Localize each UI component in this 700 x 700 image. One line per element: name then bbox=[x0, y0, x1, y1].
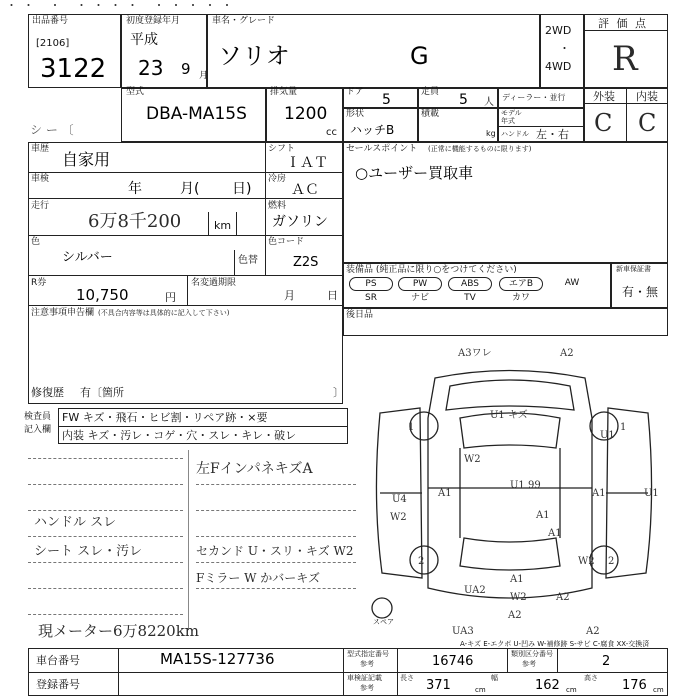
inspection-year: 年 bbox=[128, 181, 142, 197]
shape-label: 形状 bbox=[346, 109, 365, 119]
aircon-label: 冷房 bbox=[268, 174, 287, 184]
model-value: DBA-MA15S bbox=[146, 104, 247, 124]
spare-tire bbox=[372, 598, 392, 618]
sales-point-label: セールスポイント bbox=[346, 144, 418, 154]
smudge-text: シ ー 〔 bbox=[30, 123, 74, 137]
length-label: 長さ bbox=[400, 674, 414, 682]
repair-value: 有〔箇所 bbox=[80, 386, 124, 399]
capacity-label: 定員 bbox=[421, 87, 440, 97]
note-left2: シート スレ・汚レ bbox=[34, 544, 143, 559]
equipment-item: PW bbox=[398, 277, 442, 291]
color-changed-label: 色替 bbox=[238, 255, 258, 266]
rear-goods-label: 後日品 bbox=[346, 310, 374, 320]
repair-close: 〕 bbox=[333, 386, 344, 399]
notes-label: 注意事項申告欄 bbox=[31, 308, 95, 318]
doors-label: ドア bbox=[346, 87, 364, 97]
width-value: 162 bbox=[535, 678, 560, 693]
first-reg-year: 23 bbox=[138, 56, 164, 80]
exterior-grade: C bbox=[594, 109, 613, 137]
handle-value: 左・右 bbox=[536, 128, 569, 141]
shape-value: ハッチB bbox=[350, 123, 395, 137]
height-unit: cm bbox=[653, 686, 664, 694]
damage-mark: W2 bbox=[390, 512, 407, 523]
note-right2: セカンド U・スリ・キズ W2 bbox=[196, 544, 354, 558]
equipment-item: カワ bbox=[511, 293, 530, 303]
inspector-label2: 記入欄 bbox=[24, 425, 52, 435]
color-code-label: 色コード bbox=[268, 237, 305, 247]
length-unit: cm bbox=[475, 686, 486, 694]
name-change-label: 名変過期限 bbox=[191, 278, 237, 288]
damage-mark: A2 bbox=[586, 626, 600, 637]
sales-point-note: (正常に機能するものに限ります) bbox=[428, 145, 532, 153]
equipment-item: エアB bbox=[499, 277, 543, 291]
spare-label: スペア bbox=[373, 618, 394, 626]
category-label: 類別区分番号 bbox=[511, 650, 553, 658]
car-grade: G bbox=[410, 42, 429, 70]
first-reg-label: 初度登録年月 bbox=[126, 16, 181, 26]
mileage-label: 走行 bbox=[31, 201, 50, 211]
damage-mark: UA2 bbox=[464, 585, 486, 596]
equipment-item: ナビ bbox=[410, 293, 429, 303]
inspection-label: 車検 bbox=[31, 174, 50, 184]
lot-code: [2106] bbox=[36, 38, 70, 49]
drive-4wd: 4WD bbox=[545, 60, 572, 73]
displacement-unit: cc bbox=[326, 127, 337, 138]
damage-mark: 2 bbox=[608, 556, 615, 567]
model-year-label1: モデル bbox=[501, 109, 522, 117]
capacity-unit: 人 bbox=[484, 97, 494, 108]
shift-value: ＩＡＴ bbox=[286, 155, 328, 171]
damage-mark: U1 bbox=[644, 488, 659, 499]
displacement-label: 排気量 bbox=[270, 87, 298, 97]
damage-legend: A-キズ E-エクボ U-凹み W-補修跡 S-サビ C-腐食 XX-交換済 bbox=[460, 640, 650, 648]
rear-goods-box bbox=[343, 308, 668, 336]
damage-mark: A1 bbox=[438, 488, 452, 499]
load-unit: kg bbox=[486, 129, 496, 138]
height-value: 176 bbox=[622, 678, 647, 693]
damage-mark: U1 キズ bbox=[490, 410, 528, 421]
name-change-month: 月 bbox=[284, 289, 295, 302]
damage-mark: A3ワレ bbox=[458, 348, 492, 359]
damage-mark: U1 bbox=[600, 430, 615, 441]
damage-mark: U4 bbox=[392, 494, 407, 505]
score-value: R bbox=[612, 39, 638, 79]
damage-mark: A1 bbox=[592, 488, 606, 499]
recycle-label: R券 bbox=[31, 278, 47, 288]
note-right3: Fミラー W かバーキズ bbox=[196, 571, 321, 585]
note-left1: ハンドル スレ bbox=[34, 515, 117, 530]
damage-mark: A1 bbox=[548, 528, 562, 539]
first-reg-era: 平成 bbox=[130, 32, 158, 48]
first-reg-month: 9 bbox=[181, 60, 191, 78]
notes-sub: (不具合内容等は具体的に記入して下さい) bbox=[98, 309, 230, 317]
color-value: シルバー bbox=[62, 250, 113, 265]
type-designation-sub: 参考 bbox=[360, 660, 374, 668]
damage-mark: A2 bbox=[560, 348, 574, 359]
damage-mark: W2 bbox=[464, 454, 481, 465]
warranty-label: 新車保証書 bbox=[616, 265, 651, 273]
recycle-unit: 円 bbox=[165, 291, 176, 304]
sales-point-box bbox=[343, 142, 668, 263]
damage-mark: A2 bbox=[508, 610, 522, 621]
shift-label: シフト bbox=[268, 144, 296, 154]
type-designation-label: 型式指定番号 bbox=[347, 650, 389, 658]
lot-label: 出品番号 bbox=[32, 16, 69, 26]
load-label: 積載 bbox=[421, 109, 440, 119]
equipment-item: SR bbox=[365, 293, 377, 303]
category-sub: 参考 bbox=[522, 660, 536, 668]
car-name-label: 車名・グレード bbox=[212, 16, 276, 26]
drive-dot: ・ bbox=[559, 42, 570, 55]
damage-mark: W2 bbox=[510, 592, 527, 603]
car-name: ソリオ bbox=[218, 42, 290, 70]
damage-mark: 1 bbox=[620, 422, 627, 433]
color-label: 色 bbox=[31, 237, 41, 247]
damage-mark: 2 bbox=[418, 556, 425, 567]
inspection-month: 月( bbox=[180, 181, 200, 197]
aircon-value: ＡＣ bbox=[291, 182, 319, 198]
chassis-label: 車台番号 bbox=[36, 654, 80, 667]
chassis-value: MA15S-127736 bbox=[160, 650, 275, 668]
inspection-day: 日) bbox=[232, 181, 252, 197]
handle-label: ハンドル bbox=[501, 130, 529, 138]
drive-2wd: 2WD bbox=[545, 24, 572, 37]
category-value: 2 bbox=[602, 654, 611, 669]
damage-mark: U1 99 bbox=[510, 480, 541, 491]
displacement-value: 1200 bbox=[284, 104, 328, 124]
equipment-label: 装備品 (純正品に限り○をつけてください) bbox=[346, 265, 517, 275]
damage-mark: A1 bbox=[510, 574, 524, 585]
height-label: 高さ bbox=[584, 674, 598, 682]
name-change-day: 日 bbox=[327, 289, 338, 302]
interior-grade: C bbox=[638, 109, 657, 137]
note-right1: 左FインパネキズA bbox=[196, 461, 313, 477]
equipment-item: ABS bbox=[448, 277, 492, 291]
width-unit: cm bbox=[566, 686, 577, 694]
model-year-label2: 年式 bbox=[501, 117, 515, 125]
width-label: 幅 bbox=[491, 674, 498, 682]
damage-mark: 1 bbox=[408, 422, 415, 433]
exterior-label: 外装 bbox=[593, 90, 615, 103]
doors-value: 5 bbox=[382, 92, 391, 108]
damage-mark: A2 bbox=[556, 592, 570, 603]
registration-label: 登録番号 bbox=[36, 678, 80, 691]
type-designation-value: 16746 bbox=[432, 654, 474, 669]
recycle-value: 10,750 bbox=[76, 286, 129, 304]
color-code-value: Z2S bbox=[293, 255, 319, 270]
damage-mark: UA3 bbox=[452, 626, 474, 637]
dimensions-sub: 参考 bbox=[360, 684, 374, 692]
equipment-item: PS bbox=[349, 277, 393, 291]
mileage-value: 6万8千200 bbox=[88, 211, 182, 232]
front-bumper bbox=[446, 380, 574, 410]
dimensions-label: 車検証記載 bbox=[347, 674, 382, 682]
interior-label: 内装 bbox=[636, 90, 658, 103]
repair-label: 修復歴 bbox=[31, 386, 64, 399]
lot-number: 3122 bbox=[40, 54, 107, 84]
capacity-value: 5 bbox=[459, 92, 468, 108]
model-label: 型式 bbox=[126, 87, 145, 97]
checklist-row2: 内装 キズ・汚レ・コゲ・穴・スレ・キレ・破レ bbox=[62, 429, 297, 442]
rear-window bbox=[460, 538, 560, 570]
equipment-item: AW bbox=[564, 278, 580, 288]
history-value: 自家用 bbox=[62, 150, 111, 169]
checklist-row1: FW キズ・飛石・ヒビ割・リペア跡・×要 bbox=[62, 411, 268, 424]
score-label: 評 価 点 bbox=[598, 17, 648, 30]
mileage-unit: km bbox=[214, 219, 232, 232]
note-odometer: 現メーター6万8220km bbox=[38, 622, 200, 640]
damage-mark: W2 bbox=[578, 556, 595, 567]
damage-mark: A1 bbox=[536, 510, 550, 521]
sales-point-value: ○ユーザー買取車 bbox=[355, 164, 474, 182]
first-reg-month-unit: 月 bbox=[199, 71, 209, 81]
header-scrawl: ・・ ・ ・・・・ ・・・・・ bbox=[6, 0, 239, 12]
history-label: 車歴 bbox=[31, 144, 50, 154]
inspector-label1: 検査員 bbox=[24, 412, 52, 422]
fuel-value: ガソリン bbox=[272, 214, 328, 230]
dealer-label: ディーラー・並行 bbox=[502, 93, 566, 102]
warranty-value: 有・無 bbox=[622, 285, 659, 299]
car-damage-diagram bbox=[360, 338, 668, 638]
length-value: 371 bbox=[426, 678, 451, 693]
equipment-item: TV bbox=[464, 293, 476, 303]
fuel-label: 燃料 bbox=[268, 201, 287, 211]
